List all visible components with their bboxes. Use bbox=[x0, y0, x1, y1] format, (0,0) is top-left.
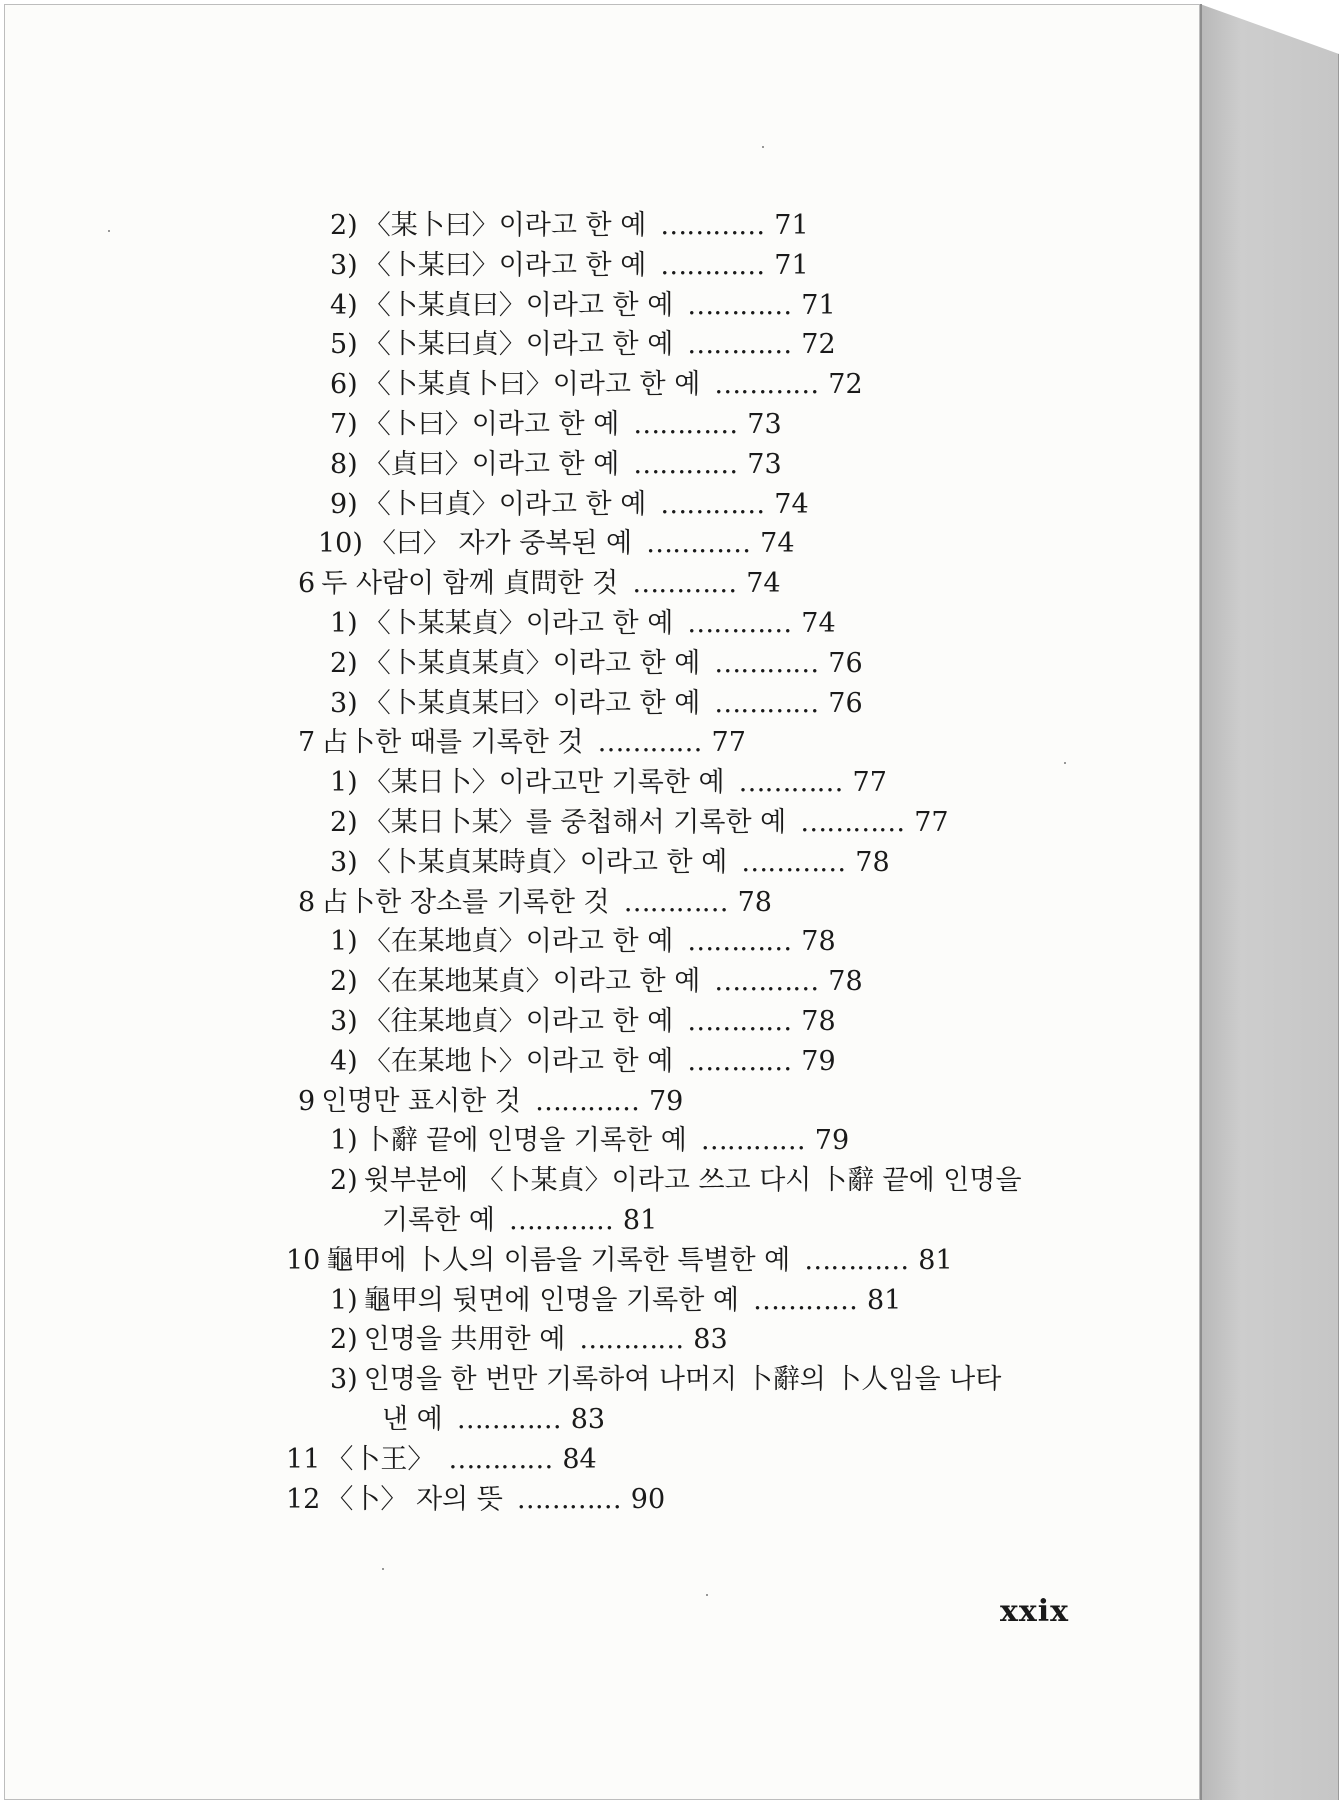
dot-leader: ………… bbox=[660, 210, 765, 241]
toc-entry bbox=[330, 964, 863, 1000]
toc-entry bbox=[330, 686, 863, 722]
dot-leader: ………… bbox=[646, 528, 751, 559]
dot-leader: ………… bbox=[660, 489, 765, 520]
dot-leader: ………… bbox=[597, 727, 702, 758]
entry-title: 〈往某地貞〉이라고 한 예 bbox=[363, 1006, 674, 1037]
entry-page-number: 77 bbox=[852, 767, 887, 798]
entry-number: 2) bbox=[330, 648, 358, 679]
entry-page-number: 74 bbox=[774, 489, 809, 520]
dot-leader: ………… bbox=[714, 369, 819, 400]
entry-title: 〈卜王〉 bbox=[326, 1444, 435, 1475]
entry-number: 4) bbox=[330, 1046, 358, 1077]
entry-number: 3) bbox=[330, 688, 358, 719]
page-edge-line bbox=[1200, 4, 1202, 1800]
dot-leader: ………… bbox=[800, 807, 905, 838]
entry-page-number: 71 bbox=[774, 250, 809, 281]
toc-entry bbox=[330, 407, 782, 443]
dot-leader: ………… bbox=[700, 1125, 805, 1156]
dot-leader: ………… bbox=[456, 1404, 561, 1435]
entry-page-number: 76 bbox=[828, 648, 863, 679]
entry-number: 1) bbox=[330, 1285, 358, 1316]
entry-number: 3) bbox=[330, 250, 358, 281]
toc-entry bbox=[330, 646, 863, 682]
entry-number: 2) bbox=[330, 210, 358, 241]
dot-leader: ………… bbox=[738, 767, 843, 798]
entry-number: 7) bbox=[330, 409, 358, 440]
entry-title: 〈卜〉 자의 뜻 bbox=[326, 1484, 503, 1515]
dot-leader: ………… bbox=[623, 887, 728, 918]
entry-title: 〈在某地某貞〉이라고 한 예 bbox=[363, 966, 701, 997]
entry-page-number: 73 bbox=[747, 449, 782, 480]
dot-leader: ………… bbox=[752, 1285, 857, 1316]
entry-title: 〈卜某貞某貞〉이라고 한 예 bbox=[363, 648, 701, 679]
entry-title: 〈卜曰貞〉이라고 한 예 bbox=[363, 489, 647, 520]
entry-page-number: 76 bbox=[828, 688, 863, 719]
toc-entry bbox=[330, 765, 887, 801]
entry-page-number: 79 bbox=[648, 1086, 684, 1117]
entry-page-number: 77 bbox=[711, 727, 746, 758]
dot-leader: ………… bbox=[633, 409, 738, 440]
entry-number: 10 bbox=[286, 1245, 321, 1276]
toc-entry bbox=[330, 327, 836, 363]
entry-page-number: 79 bbox=[801, 1046, 836, 1077]
dot-leader: ………… bbox=[687, 290, 792, 321]
entry-title: 〈在某地卜〉이라고 한 예 bbox=[363, 1046, 674, 1077]
toc-entry bbox=[298, 725, 746, 761]
toc-entry bbox=[330, 1362, 1001, 1398]
dust-speck bbox=[1064, 762, 1066, 764]
entry-number: 1) bbox=[330, 926, 358, 957]
dot-leader: ………… bbox=[448, 1444, 553, 1475]
entry-page-number: 83 bbox=[570, 1404, 606, 1435]
page-number: xxix bbox=[1000, 1594, 1070, 1629]
entry-number: 1) bbox=[330, 1125, 358, 1156]
entry-number: 12 bbox=[286, 1484, 321, 1515]
entry-page-number: 90 bbox=[630, 1484, 666, 1515]
entry-number: 7 bbox=[298, 727, 316, 758]
entry-title: 〈卜某某貞〉이라고 한 예 bbox=[363, 608, 674, 639]
dot-leader: ………… bbox=[508, 1205, 613, 1236]
entry-number: 2) bbox=[330, 1324, 358, 1355]
entry-page-number: 79 bbox=[814, 1125, 850, 1156]
entry-title: 卜辭 끝에 인명을 기록한 예 bbox=[363, 1125, 687, 1156]
entry-title: 占卜한 장소를 기록한 것 bbox=[321, 887, 610, 918]
entry-page-number: 78 bbox=[801, 926, 836, 957]
entry-number: 2) bbox=[330, 1165, 358, 1196]
dot-leader: ………… bbox=[687, 1046, 792, 1077]
entry-page-number: 83 bbox=[693, 1324, 728, 1355]
toc-entry bbox=[330, 805, 949, 841]
dot-leader: ………… bbox=[516, 1484, 621, 1515]
entry-title: 〈卜曰〉이라고 한 예 bbox=[363, 409, 620, 440]
entry-title: 〈卜某曰貞〉이라고 한 예 bbox=[363, 329, 674, 360]
toc-entry bbox=[318, 526, 795, 562]
toc-entry bbox=[286, 1482, 665, 1518]
entry-page-number: 78 bbox=[855, 847, 890, 878]
entry-number: 5) bbox=[330, 329, 358, 360]
entry-page-number: 81 bbox=[866, 1285, 902, 1316]
toc-entry bbox=[330, 845, 890, 881]
entry-title: 〈卜某貞曰〉이라고 한 예 bbox=[363, 290, 674, 321]
entry-page-number: 74 bbox=[746, 568, 781, 599]
entry-number: 3) bbox=[330, 847, 358, 878]
entry-title: 占卜한 때를 기록한 것 bbox=[321, 727, 584, 758]
entry-title: 〈卜某貞卜曰〉이라고 한 예 bbox=[363, 369, 701, 400]
entry-number: 11 bbox=[286, 1444, 321, 1475]
entry-title: 〈某日卜某〉를 중첩해서 기록한 예 bbox=[363, 807, 787, 838]
entry-title: 〈某日卜〉이라고만 기록한 예 bbox=[363, 767, 725, 798]
entry-page-number: 84 bbox=[562, 1444, 597, 1475]
dust-speck bbox=[762, 146, 764, 148]
dot-leader: ………… bbox=[741, 847, 846, 878]
toc-entry bbox=[286, 1243, 953, 1279]
dot-leader: ………… bbox=[687, 608, 792, 639]
entry-page-number: 71 bbox=[801, 290, 836, 321]
entry-page-number: 72 bbox=[828, 369, 863, 400]
toc-entry bbox=[330, 1322, 728, 1358]
entry-title: 〈卜某曰〉이라고 한 예 bbox=[363, 250, 647, 281]
entry-title: 〈貞曰〉이라고 한 예 bbox=[363, 449, 620, 480]
toc-entry bbox=[330, 248, 809, 284]
entry-title: 인명을 한 번만 기록하여 나머지 卜辭의 卜人임을 나타 bbox=[363, 1364, 1002, 1395]
entry-number: 2) bbox=[330, 966, 358, 997]
entry-page-number: 78 bbox=[828, 966, 863, 997]
dot-leader: ………… bbox=[804, 1245, 909, 1276]
toc-entry bbox=[330, 288, 836, 324]
toc-entry bbox=[330, 1004, 836, 1040]
toc-entry bbox=[330, 1283, 901, 1319]
toc-entry bbox=[330, 1123, 849, 1159]
toc-entry bbox=[286, 1442, 597, 1478]
entry-title: 인명을 共用한 예 bbox=[363, 1324, 566, 1355]
dust-speck bbox=[706, 1594, 708, 1596]
entry-page-number: 73 bbox=[747, 409, 782, 440]
dust-speck bbox=[108, 230, 110, 232]
entry-title: 〈某卜曰〉이라고 한 예 bbox=[363, 210, 647, 241]
entry-page-number: 71 bbox=[774, 210, 809, 241]
dust-speck bbox=[382, 1568, 384, 1570]
entry-title: 龜甲에 卜人의 이름을 기록한 특별한 예 bbox=[326, 1245, 791, 1276]
dot-leader: ………… bbox=[579, 1324, 684, 1355]
toc-entry bbox=[298, 1084, 683, 1120]
entry-number: 8 bbox=[298, 887, 316, 918]
entry-number: 9 bbox=[298, 1086, 316, 1117]
entry-page-number: 77 bbox=[914, 807, 949, 838]
entry-title: 龜甲의 뒷면에 인명을 기록한 예 bbox=[363, 1285, 739, 1316]
toc-entry bbox=[382, 1203, 657, 1239]
page-stack-edge bbox=[1200, 4, 1339, 1800]
entry-page-number: 74 bbox=[801, 608, 836, 639]
toc-entry bbox=[330, 487, 809, 523]
toc-entry bbox=[330, 606, 836, 642]
toc-entry bbox=[298, 566, 781, 602]
entry-number: 3) bbox=[330, 1006, 358, 1037]
dot-leader: ………… bbox=[687, 926, 792, 957]
toc-entry bbox=[382, 1402, 605, 1438]
entry-title: 두 사람이 함께 貞問한 것 bbox=[321, 568, 619, 599]
entry-title: 인명만 표시한 것 bbox=[321, 1086, 521, 1117]
entry-page-number: 81 bbox=[918, 1245, 953, 1276]
dot-leader: ………… bbox=[633, 449, 738, 480]
toc-entry bbox=[330, 1044, 836, 1080]
entry-number: 8) bbox=[330, 449, 358, 480]
toc-entry bbox=[330, 924, 836, 960]
entry-number: 6 bbox=[298, 568, 316, 599]
toc-entry bbox=[330, 447, 782, 483]
toc-entry bbox=[330, 208, 809, 244]
dot-leader: ………… bbox=[714, 966, 819, 997]
entry-number: 9) bbox=[330, 489, 358, 520]
entry-number: 1) bbox=[330, 767, 358, 798]
entry-number: 4) bbox=[330, 290, 358, 321]
entry-title: 기록한 예 bbox=[382, 1205, 495, 1236]
entry-number: 10) bbox=[318, 528, 363, 559]
entry-title: 〈曰〉 자가 중복된 예 bbox=[368, 528, 633, 559]
toc-entry bbox=[330, 1163, 1022, 1199]
entry-title: 〈卜某貞某時貞〉이라고 한 예 bbox=[363, 847, 728, 878]
entry-title: 낸 예 bbox=[382, 1404, 443, 1435]
dot-leader: ………… bbox=[714, 688, 819, 719]
entry-title: 〈在某地貞〉이라고 한 예 bbox=[363, 926, 674, 957]
dot-leader: ………… bbox=[632, 568, 737, 599]
dot-leader: ………… bbox=[687, 329, 792, 360]
entry-number: 1) bbox=[330, 608, 358, 639]
entry-title: 윗부분에 〈卜某貞〉이라고 쓰고 다시 卜辭 끝에 인명을 bbox=[363, 1165, 1022, 1196]
entry-title: 〈卜某貞某曰〉이라고 한 예 bbox=[363, 688, 701, 719]
entry-number: 3) bbox=[330, 1364, 358, 1395]
dot-leader: ………… bbox=[714, 648, 819, 679]
entry-page-number: 81 bbox=[622, 1205, 658, 1236]
dot-leader: ………… bbox=[534, 1086, 639, 1117]
entry-page-number: 72 bbox=[801, 329, 836, 360]
toc-entry bbox=[330, 367, 863, 403]
entry-page-number: 78 bbox=[801, 1006, 836, 1037]
toc-entry bbox=[298, 885, 772, 921]
entry-number: 6) bbox=[330, 369, 358, 400]
entry-page-number: 78 bbox=[737, 887, 772, 918]
entry-number: 2) bbox=[330, 807, 358, 838]
dot-leader: ………… bbox=[687, 1006, 792, 1037]
entry-page-number: 74 bbox=[760, 528, 795, 559]
dot-leader: ………… bbox=[660, 250, 765, 281]
